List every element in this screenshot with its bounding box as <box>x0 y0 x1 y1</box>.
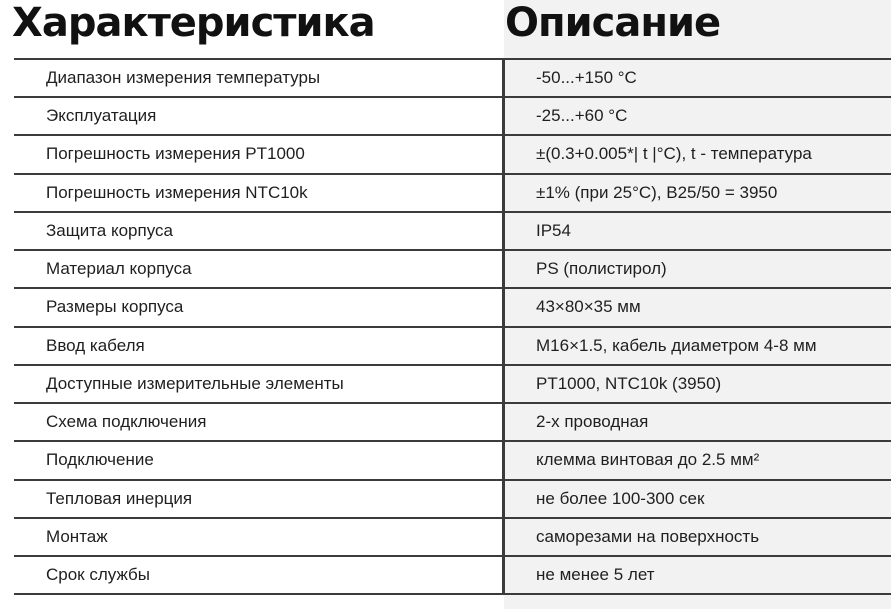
header-characteristic: Характеристика <box>12 0 375 46</box>
description-cell: PS (полистирол) <box>536 259 667 279</box>
characteristic-cell: Размеры корпуса <box>46 297 184 317</box>
description-cell: ±(0.3+0.005*| t |°C), t - температура <box>536 144 812 164</box>
description-cell: PT1000, NTC10k (3950) <box>536 373 722 393</box>
description-cell: не менее 5 лет <box>536 565 655 585</box>
characteristic-cell: Диапазон измерения температуры <box>46 68 321 87</box>
spec-table <box>14 58 891 595</box>
characteristic-cell: Погрешность измерения NTC10k <box>46 182 308 202</box>
column-divider <box>502 58 505 595</box>
table-row <box>14 404 891 442</box>
table-row <box>14 289 891 327</box>
table-row <box>14 366 891 404</box>
description-cell: 2-х проводная <box>536 412 649 432</box>
description-cell: клемма винтовая до 2.5 мм² <box>536 450 760 470</box>
characteristic-cell: Срок службы <box>46 565 150 585</box>
characteristic-cell: Эксплуатация <box>46 106 157 126</box>
description-cell: ±1% (при 25°C), B25/50 = 3950 <box>536 182 778 202</box>
description-cell: 43×80×35 мм <box>536 297 641 317</box>
table-row <box>14 442 891 480</box>
header-description: Описание <box>505 0 721 46</box>
table-row <box>14 557 891 595</box>
characteristic-cell: Тепловая инерция <box>46 488 193 508</box>
characteristic-cell: Монтаж <box>46 526 108 546</box>
description-cell: не более 100-300 сек <box>536 488 705 508</box>
table-row <box>14 136 891 174</box>
table-row <box>14 519 891 557</box>
description-cell: M16×1.5, кабель диаметром 4-8 мм <box>536 335 817 355</box>
table-row <box>14 328 891 366</box>
characteristic-cell: Материал корпуса <box>46 259 192 279</box>
table-row <box>14 481 891 519</box>
table-row <box>14 251 891 289</box>
description-cell: IP54 <box>536 220 571 240</box>
description-cell: -50...+150 °C <box>536 68 637 87</box>
description-cell: саморезами на поверхность <box>536 526 760 546</box>
table-header <box>0 0 891 58</box>
table-row <box>14 58 891 98</box>
characteristic-cell: Погрешность измерения PT1000 <box>46 144 305 164</box>
table-row <box>14 213 891 251</box>
characteristic-cell: Защита корпуса <box>46 220 173 240</box>
characteristic-cell: Ввод кабеля <box>46 335 145 355</box>
description-cell: -25...+60 °C <box>536 106 628 126</box>
characteristic-cell: Схема подключения <box>46 412 207 432</box>
table-row <box>14 175 891 213</box>
characteristic-cell: Доступные измерительные элементы <box>46 373 344 393</box>
characteristic-cell: Подключение <box>46 450 154 470</box>
table-row <box>14 98 891 136</box>
